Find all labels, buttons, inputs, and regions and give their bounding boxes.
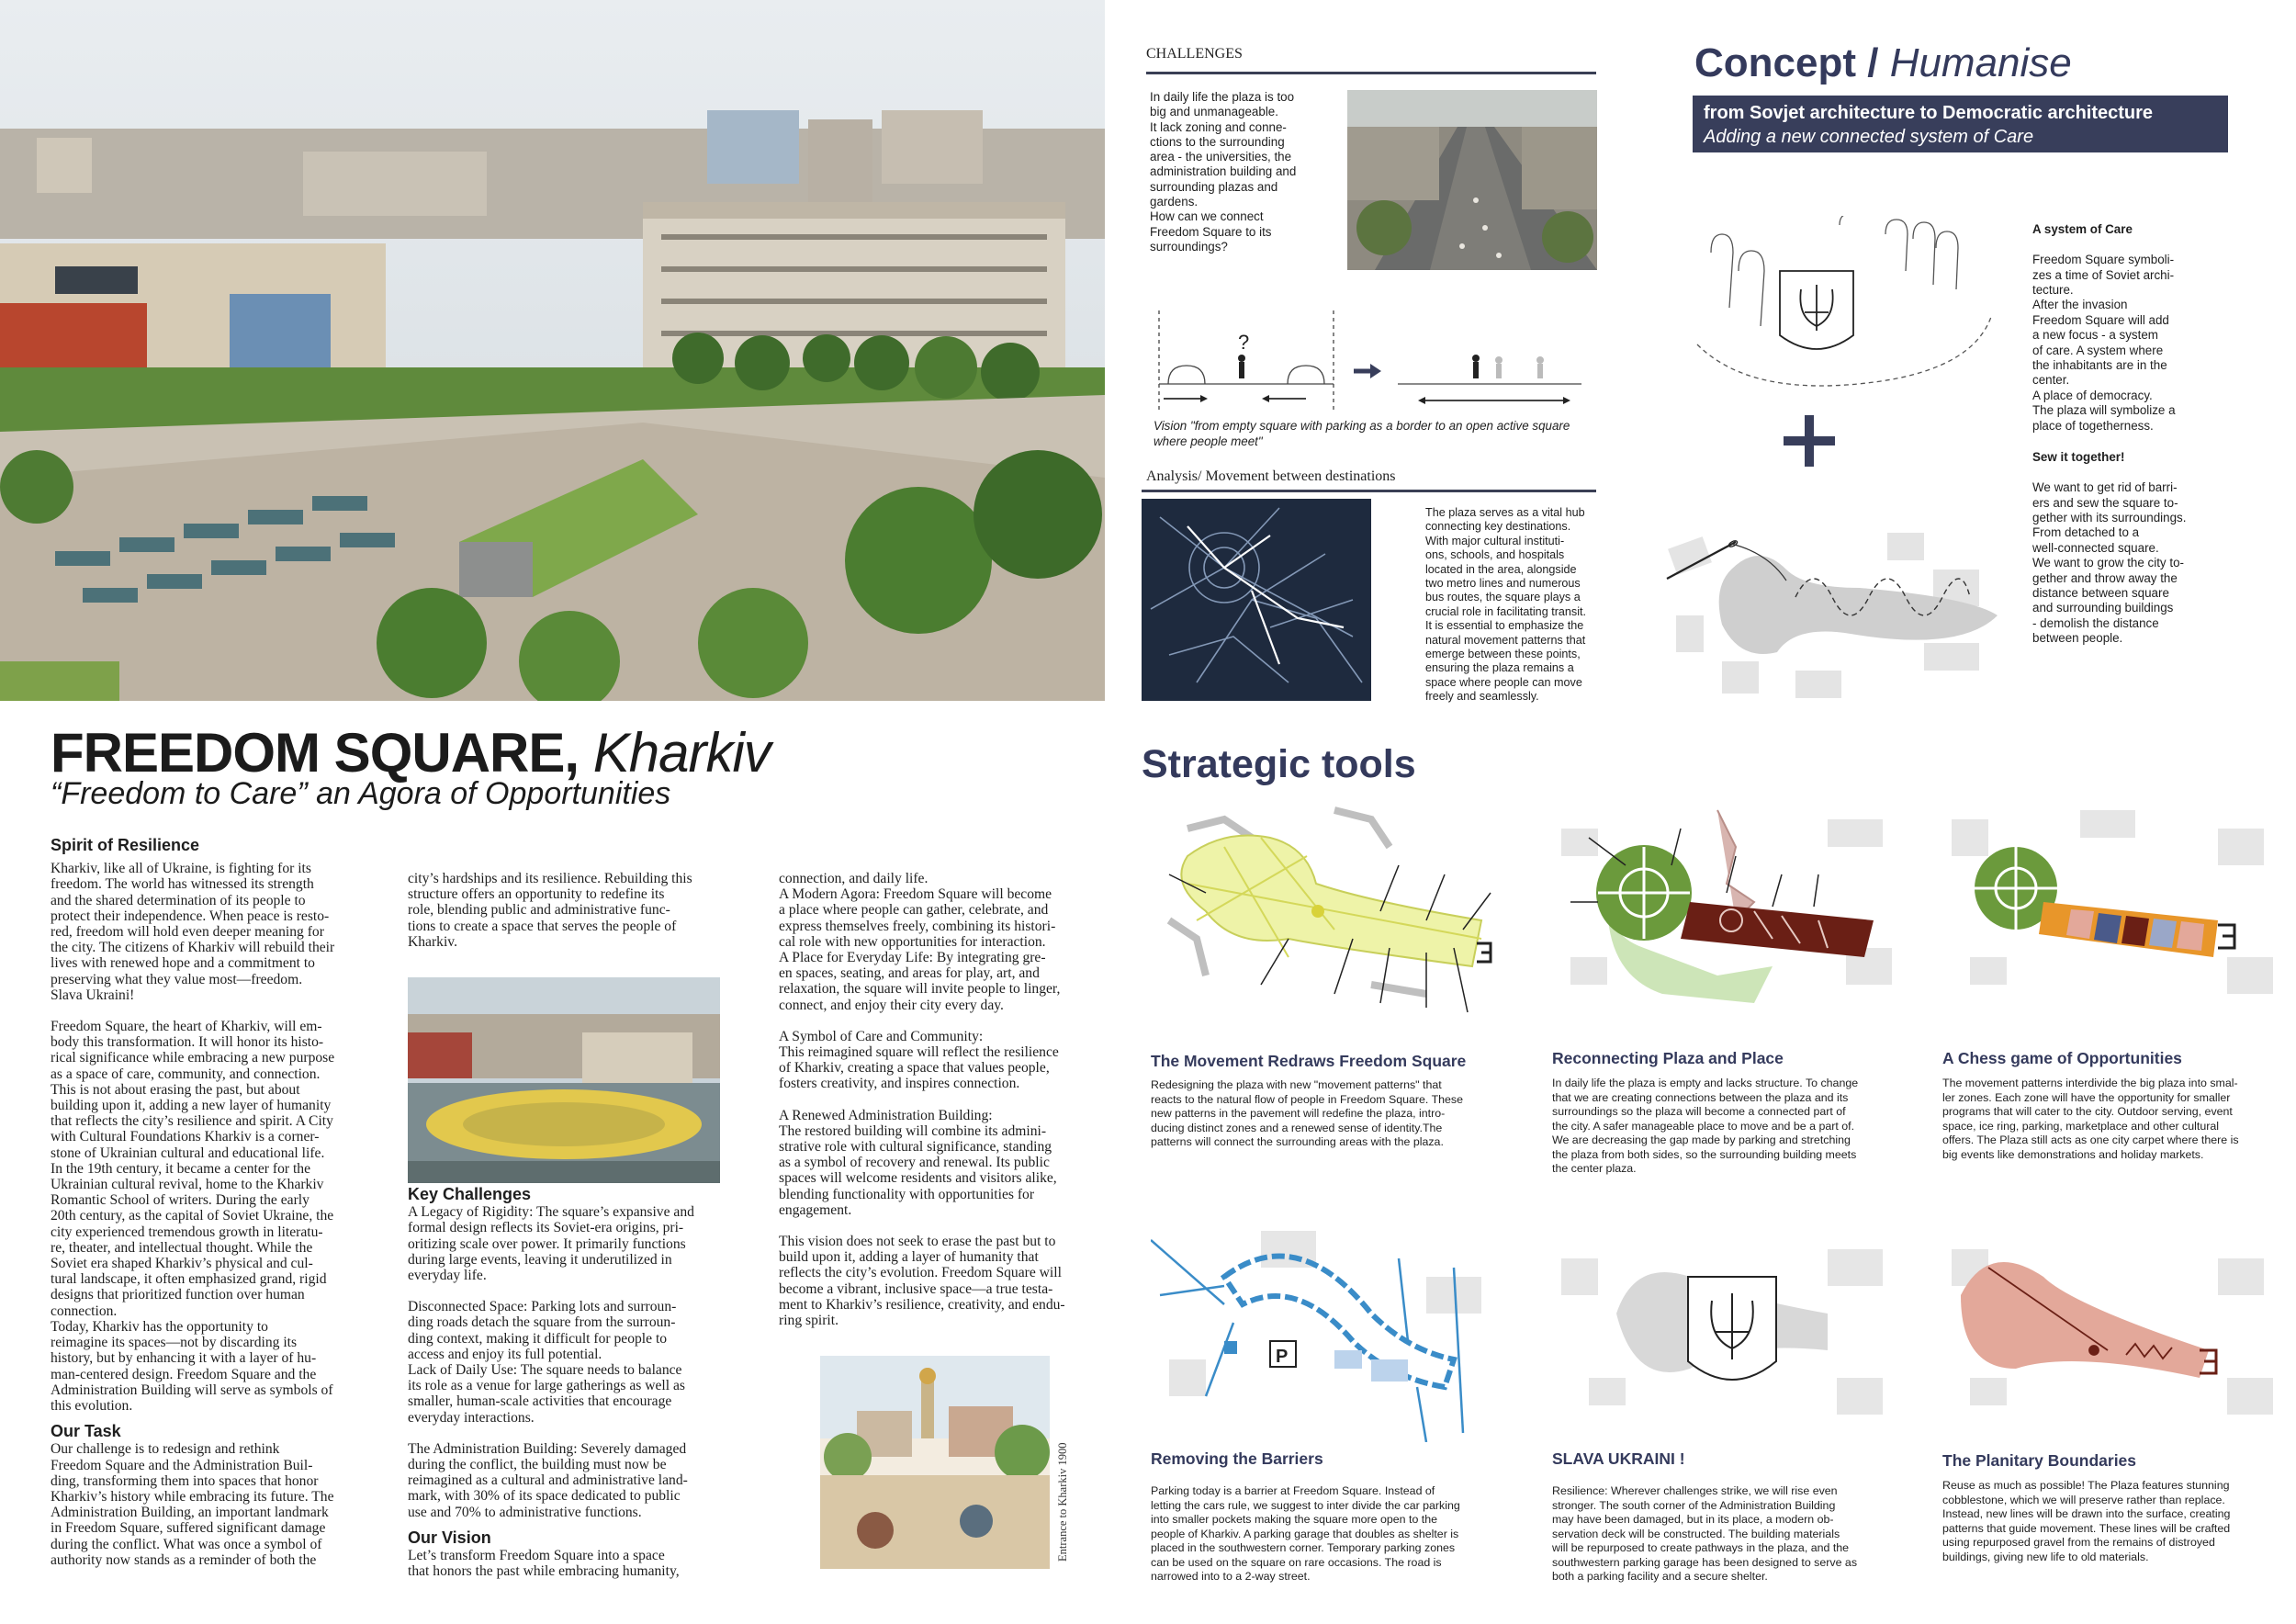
concept-title	[1694, 40, 2072, 86]
hero-photo	[0, 0, 1105, 701]
concept-title-main: Concept /	[1694, 40, 1879, 85]
column-3	[779, 871, 1109, 1344]
key-challenges-text: A Legacy of Rigidity: The square’s expansive and formal design reflects its Soviet-era origins, pri- oritizing scale over power. It primarily functions during large events, leaving it underutilized in everyday life.	[408, 1204, 694, 1284]
analysis-divider	[1142, 490, 1596, 492]
tool-3-text: The movement patterns interdivide the big plaza into smal- ler zones. Each zone will have the opportunity for smaller programs that will cater to the city. Outdoor serving, event space, ice ring, parking, marketplace and other cultural offers. The Plaza still acts as one city carpet where there is big events like demonstrations and holiday markets.	[1942, 1077, 2239, 1161]
task-heading: Our Task	[51, 1422, 121, 1441]
tool-2-diagram	[1552, 801, 1906, 1021]
key-challenges-heading: Key Challenges	[408, 1185, 532, 1203]
concept-banner	[1693, 96, 2228, 152]
tool-2-text: In daily life the plaza is empty and lacks structure. To change that we are creating connections between the plaza and its surroundings so the plaza will become a connected part of the city. A safer manageable place to move and be a part of. We are decreasing the gap made by parking and stretching the plaza from both sides, so the surrounding building meets the center plaza.	[1552, 1077, 1859, 1175]
sew-heading: Sew it together!	[2032, 450, 2125, 465]
aerial-street-photo	[1347, 90, 1597, 270]
painting	[820, 1356, 1050, 1569]
tool-6-text: Reuse as much as possible! The Plaza features stunning cobblestone, which we will preserve rather than replace. Instead, new lines will be drawn into the surface, creating patterns that guide movement. These lines will be crafted using repurposed gravel from the remains of distroyed buildings, giving new life to old materials.	[1942, 1479, 2231, 1563]
crowd-photo	[408, 977, 720, 1183]
tool-1-diagram	[1151, 801, 1500, 1021]
tool-4-title: Removing the Barriers	[1151, 1449, 1323, 1468]
tool-1-title: The Movement Redraws Freedom Square	[1151, 1052, 1467, 1070]
painting-caption: Entrance to Kharkiv 1900	[1056, 1442, 1069, 1562]
question-mark: ?	[1238, 331, 1250, 354]
spirit-paragraph-2: Freedom Square, the heart of Kharkiv, will em- body this transformation. It will honor its histo- rical significance while embracing a new purpose as a space of care, community, and connection. This is not about erasing the past, but about building upon it, adding a new layer of humanity that reflects the city’s resilience and spirit. A City with Cultural Foundations Kharkiv is a corner- stone of Ukrainian cultural and educational life. In the 19th century, it became a center for the Ukrainian cultural revival, home to the Kharkiv Romantic School of writers. During the early 20th century, as the capital of Soviet Ukraine, the city experienced tremendous growth in literatu- re, theater, and intellectual thought. While the Soviet era shaped Kharkiv’s physical and cul- tural landscape, it often emphasized grand, rigid designs that prioritized function over human connection. Today, Kharkiv has the opportunity to reimagine its spaces—not by discarding its history, but by enhancing it with a layer of hu- man-centered design. Freedom Square and the Administration Building will serve as symbols of this evolution.	[51, 1019, 335, 1414]
title-city: Kharkiv	[592, 722, 771, 784]
disconnected-text: Disconnected Space: Parking lots and surroun- ding roads detach the square from the surroun- ding context, making it difficult for people to access and enjoy its full potential. Lack of Daily Use: The square needs to balance its role as a venue for large gatherings as well as smaller, human-scale activities that encourage everyday interactions.	[408, 1299, 685, 1426]
concept-title-italic: Humanise	[1889, 40, 2072, 85]
vision-text: Let’s transform Freedom Square into a space that honors the past while embracing humanity,	[408, 1548, 680, 1580]
title-main: FREEDOM SQUARE,	[51, 722, 580, 784]
concept-banner-line-2: Adding a new connected system of Care	[1704, 127, 2034, 147]
care-text: Freedom Square symboli- zes a time of Soviet archi- tecture. After the invasion Freedom Square will add a new focus - a system of care. A system where the inhabitants are in the center. A place of democracy. The plaza will symbolize a place of togetherness.	[2032, 253, 2176, 433]
tool-5-text: Resilience: Wherever challenges strike, we will rise even stronger. The south corner of the Administration Building may have been damaged, but in its place, a modern ob- servation deck will be constructed. The building materials will be repurposed to create pathways in the plaza, and the southwestern parking garage has been designed to serve as both a parking facility and a secure shelter.	[1552, 1484, 1858, 1583]
tool-3-title: A Chess game of Opportunities	[1942, 1049, 2182, 1067]
col3-paragraph-2: A Symbol of Care and Community: This reimagined square will reflect the resilience of Kharkiv, creating a space that values people, fosters creativity, and inspires connection.	[779, 1028, 1059, 1092]
column-2-lower	[408, 1187, 738, 1595]
care-block	[2032, 208, 2225, 449]
task-paragraph: Our challenge is to redesign and rethink Freedom Square and the Administration Buil- ding, transforming them into spaces that honor Kharkiv’s history while embracing its future. The Administration Building, an important landmark in Freedom Square, suffered significant damage during the conflict. What was once a symbol of authority now stands as a reminder of both the	[51, 1441, 334, 1568]
parking-icon	[1270, 1341, 1296, 1367]
tool-5-diagram	[1552, 1222, 1906, 1442]
column-1	[51, 838, 381, 1584]
parking-symbol: P	[1276, 1347, 1289, 1367]
spirit-paragraph-1: Kharkiv, like all of Ukraine, is fighting for its freedom. The world has witnessed its strength and the shared determination of its people to protect their independence. When peace is resto- red, freedom will hold even deeper meaning for the city. The citizens of Kharkiv will rebuild their lives with renewed hope and a commitment to preserving what they value most—freedom. Slava Ukraini!	[51, 861, 335, 1003]
sew-text: We want to get rid of barri- ers and sew the square to- gether with its surroundings. From detached to a well-connected square. We want to grow the city to- gether and throw away the distance between square and surrounding buildings - demolish the distance between people.	[2032, 480, 2187, 646]
vision-heading: Our Vision	[408, 1528, 491, 1547]
page-subtitle: “Freedom to Care” an Agora of Opportunities	[51, 776, 671, 811]
col2-paragraph-1: city’s hardships and its resilience. Rebuilding this structure offers an opportunity to redefine its role, blending public and administrative func- tions to create a space that serves the people of Kharkiv.	[408, 871, 692, 950]
tool-4-diagram	[1151, 1222, 1500, 1442]
plus-icon	[1784, 415, 1835, 467]
trident-icon	[1688, 1277, 1776, 1380]
page-title	[51, 721, 771, 784]
tool-6-diagram	[1942, 1222, 2282, 1442]
sew-block	[2032, 435, 2225, 661]
col3-paragraph-3: A Renewed Administration Building: The restored building will combine its admini- strative role with cultural significance, standing as a symbol of recovery and renewal. Its public spaces will welcome residents and visitors alike, blending functionality with opportunities for engagement.	[779, 1107, 1057, 1218]
sew-sketch	[1658, 514, 2007, 707]
admin-building-text: The Administration Building: Severely damaged during the conflict, the building must now be reimagined as a cultural and administrative land- mark, with 30% of its space dedicated to public use and 70% to administrative functions.	[408, 1440, 688, 1520]
trident-icon	[1780, 271, 1853, 349]
tool-5-title: SLAVA UKRAINI !	[1552, 1449, 1685, 1468]
challenges-divider	[1146, 72, 1596, 74]
movement-map	[1142, 499, 1371, 701]
arrow-right-icon	[1354, 364, 1381, 378]
tool-1-text: Redesigning the plaza with new "movement patterns" that reacts to the natural flow of people in Freedom Square. These new patterns in the pavement will redefine the plaza, intro- ducing distinct zones and a renewed sense of identity.The patterns will connect the surrounding areas with the plaza.	[1151, 1078, 1464, 1148]
strategic-tools-title: Strategic tools	[1142, 742, 1416, 786]
challenges-label: CHALLENGES	[1146, 46, 1243, 62]
vision-sketch	[1150, 310, 1591, 412]
col3-paragraph-4: This vision does not seek to erase the past but to build upon it, adding a layer of humanity that reflects the city’s evolution. Freedom Square will become a vibrant, inclusive space—a true testa- ment to Kharkiv’s resilience, creativity, and endu- ring spirit.	[779, 1234, 1065, 1329]
care-heading: A system of Care	[2032, 222, 2133, 237]
challenges-text: In daily life the plaza is too big and unmanageable. It lack zoning and conne- ctions to the surrounding area - the universities, the administration building and surrounding plazas and gardens. How can we connect Freedom Square to its surroundings?	[1150, 90, 1297, 254]
tool-6-title: The Planitary Boundaries	[1942, 1451, 2137, 1470]
vision-caption: Vision "from empty square with parking as a border to an open active square where people meet"	[1154, 419, 1570, 448]
tool-4-text: Parking today is a barrier at Freedom Square. Instead of letting the cars rule, we suggest to inter divide the car parking into smaller pockets making the square more open to the people of Kharkiv. A parking garage that doubles as shelter is placed in the southwestern corner. Temporary parking zones can be used on the square on rare occasions. The road is narrowed into to a 2-way street.	[1151, 1484, 1460, 1583]
column-2	[408, 871, 738, 965]
analysis-text: The plaza serves as a vital hub connecting key destinations. With major cultural instituti- ons, schools, and hospitals located in the area, alongside two metro lines and numerous bus routes, the square plays a crucial role in facilitating transit. It is essential to emphasize the natural movement patterns that emerge between these points, ensuring the plaza remains a space where people can move freely and seamlessly.	[1425, 506, 1586, 704]
care-sketch	[1693, 216, 1996, 400]
tool-2-title: Reconnecting Plaza and Place	[1552, 1049, 1784, 1067]
tool-3-diagram	[1942, 801, 2282, 1021]
col3-paragraph-1: connection, and daily life. A Modern Agora: Freedom Square will become a place where people can gather, celebrate, and express themselves freely, combining its histori- cal role with new opportunities for interaction. A Place for Everyday Life: By integrating gre- en spaces, seating, and areas for play, art, and relaxation, the square will invite people to linger, connect, and enjoy their city every day.	[779, 871, 1061, 1013]
spirit-heading: Spirit of Resilience	[51, 836, 200, 854]
concept-banner-line-1: from Sovjet architecture to Democratic architecture	[1704, 103, 2154, 123]
analysis-label: Analysis/ Movement between destinations	[1146, 468, 1396, 484]
